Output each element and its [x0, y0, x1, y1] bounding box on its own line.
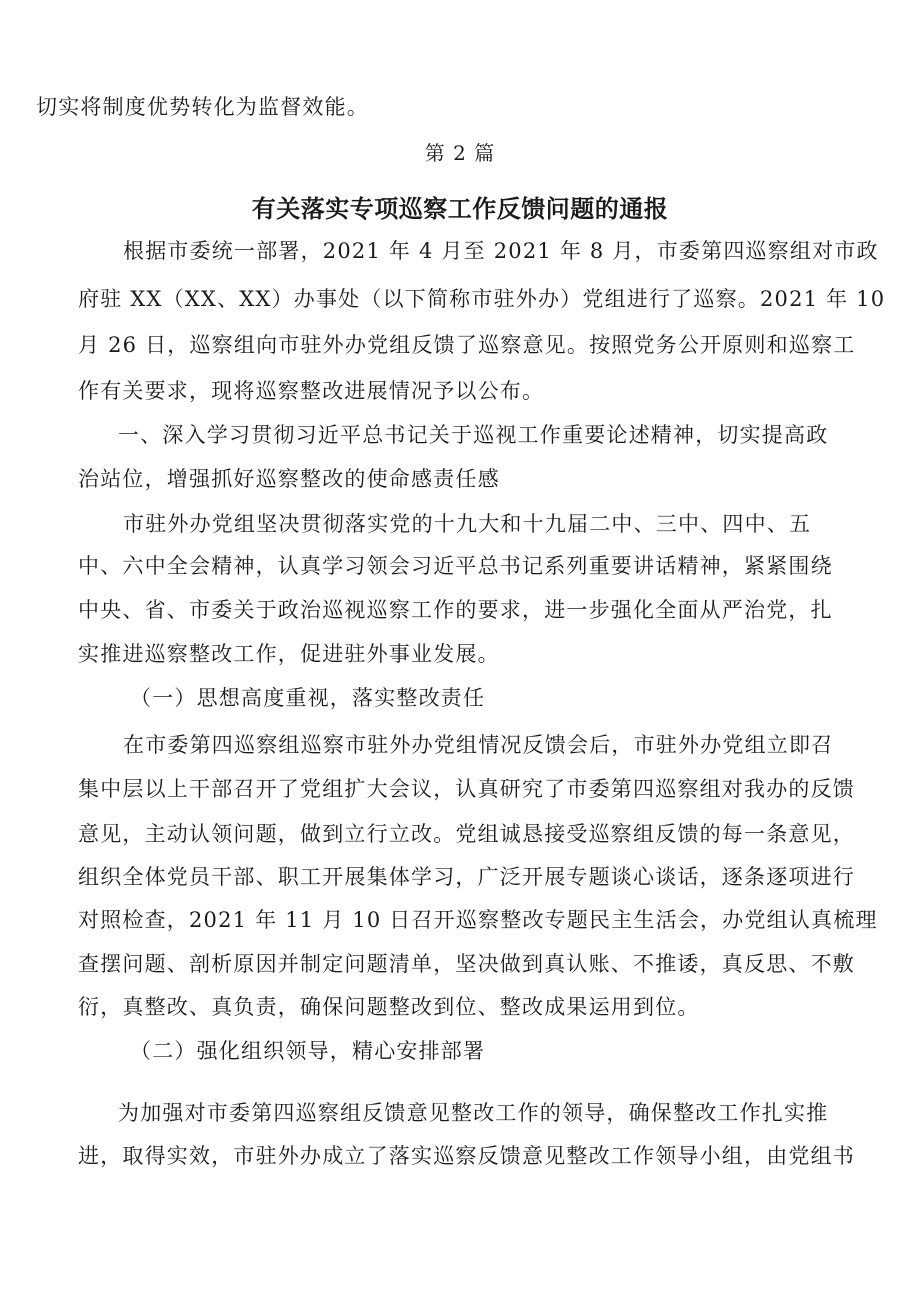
para-1-line-2: 中、六中全会精神，认真学习领会习近平总书记系列重要讲话精神，紧紧围绕: [78, 554, 833, 578]
para-1-line-1: 市驻外办党组坚决贯彻落实党的十九大和十九届二中、三中、四中、五: [123, 512, 812, 536]
heading-1-line-2: 治站位，增强抓好巡察整改的使命感责任感: [78, 467, 500, 491]
para-1-line-3: 中央、省、市委关于政治巡视巡察工作的要求，进一步强化全面从严治党，扎: [78, 598, 833, 622]
document-title: 有关落实专项巡察工作反馈问题的通报: [251, 195, 669, 223]
para-3-line-2: 进，取得实效，市驻外办成立了落实巡察反馈意见整改工作领导小组，由党组书: [78, 1144, 855, 1168]
para-1-line-4: 实推进巡察整改工作，促进驻外事业发展。: [78, 642, 500, 666]
para-2-line-7: 衍，真整改、真负责，确保问题整改到位、整改成果运用到位。: [78, 995, 700, 1019]
subheading-1: （一）思想高度重视，落实整改责任: [130, 686, 486, 710]
intro-line-3: 月 26 日，巡察组向市驻外办党组反馈了巡察意见。按照党务公开原则和巡察工: [78, 333, 856, 357]
para-2-line-2: 集中层以上干部召开了党组扩大会议，认真研究了市委第四巡察组对我办的反馈: [78, 777, 855, 801]
section-number: 第 2 篇: [424, 141, 496, 165]
para-2-line-5: 对照检查，2021 年 11 月 10 日召开巡察整改专题民主生活会，办党组认真梳理: [78, 908, 878, 932]
subheading-2: （二）强化组织领导，精心安排部署: [130, 1039, 486, 1063]
para-2-line-3: 意见，主动认领问题，做到立行立改。党组诚恳接受巡察组反馈的每一条意见，: [78, 822, 855, 846]
para-2-line-6: 查摆问题、剖析原因并制定问题清单，坚决做到真认账、不推诿，真反思、不敷: [78, 952, 855, 976]
heading-1-line-1: 一、深入学习贯彻习近平总书记关于巡视工作重要论述精神，切实提高政: [118, 423, 829, 447]
para-2-line-1: 在市委第四巡察组巡察市驻外办党组情况反馈会后，市驻外办党组立即召: [123, 733, 834, 757]
previous-article-tail: 切实将制度优势转化为监督效能。: [36, 95, 369, 119]
para-2-line-4: 组织全体党员干部、职工开展集体学习，广泛开展专题谈心谈话，逐条逐项进行: [78, 865, 855, 889]
intro-line-1: 根据市委统一部署，2021 年 4 月至 2021 年 8 月，市委第四巡察组对市政: [123, 239, 879, 263]
para-3-line-1: 为加强对市委第四巡察组反馈意见整改工作的领导，确保整改工作扎实推: [118, 1101, 829, 1125]
intro-line-4: 作有关要求，现将巡察整改进展情况予以公布。: [78, 379, 545, 403]
intro-line-2: 府驻 XX（XX、XX）办事处（以下简称市驻外办）党组进行了巡察。2021 年 10: [78, 287, 886, 311]
